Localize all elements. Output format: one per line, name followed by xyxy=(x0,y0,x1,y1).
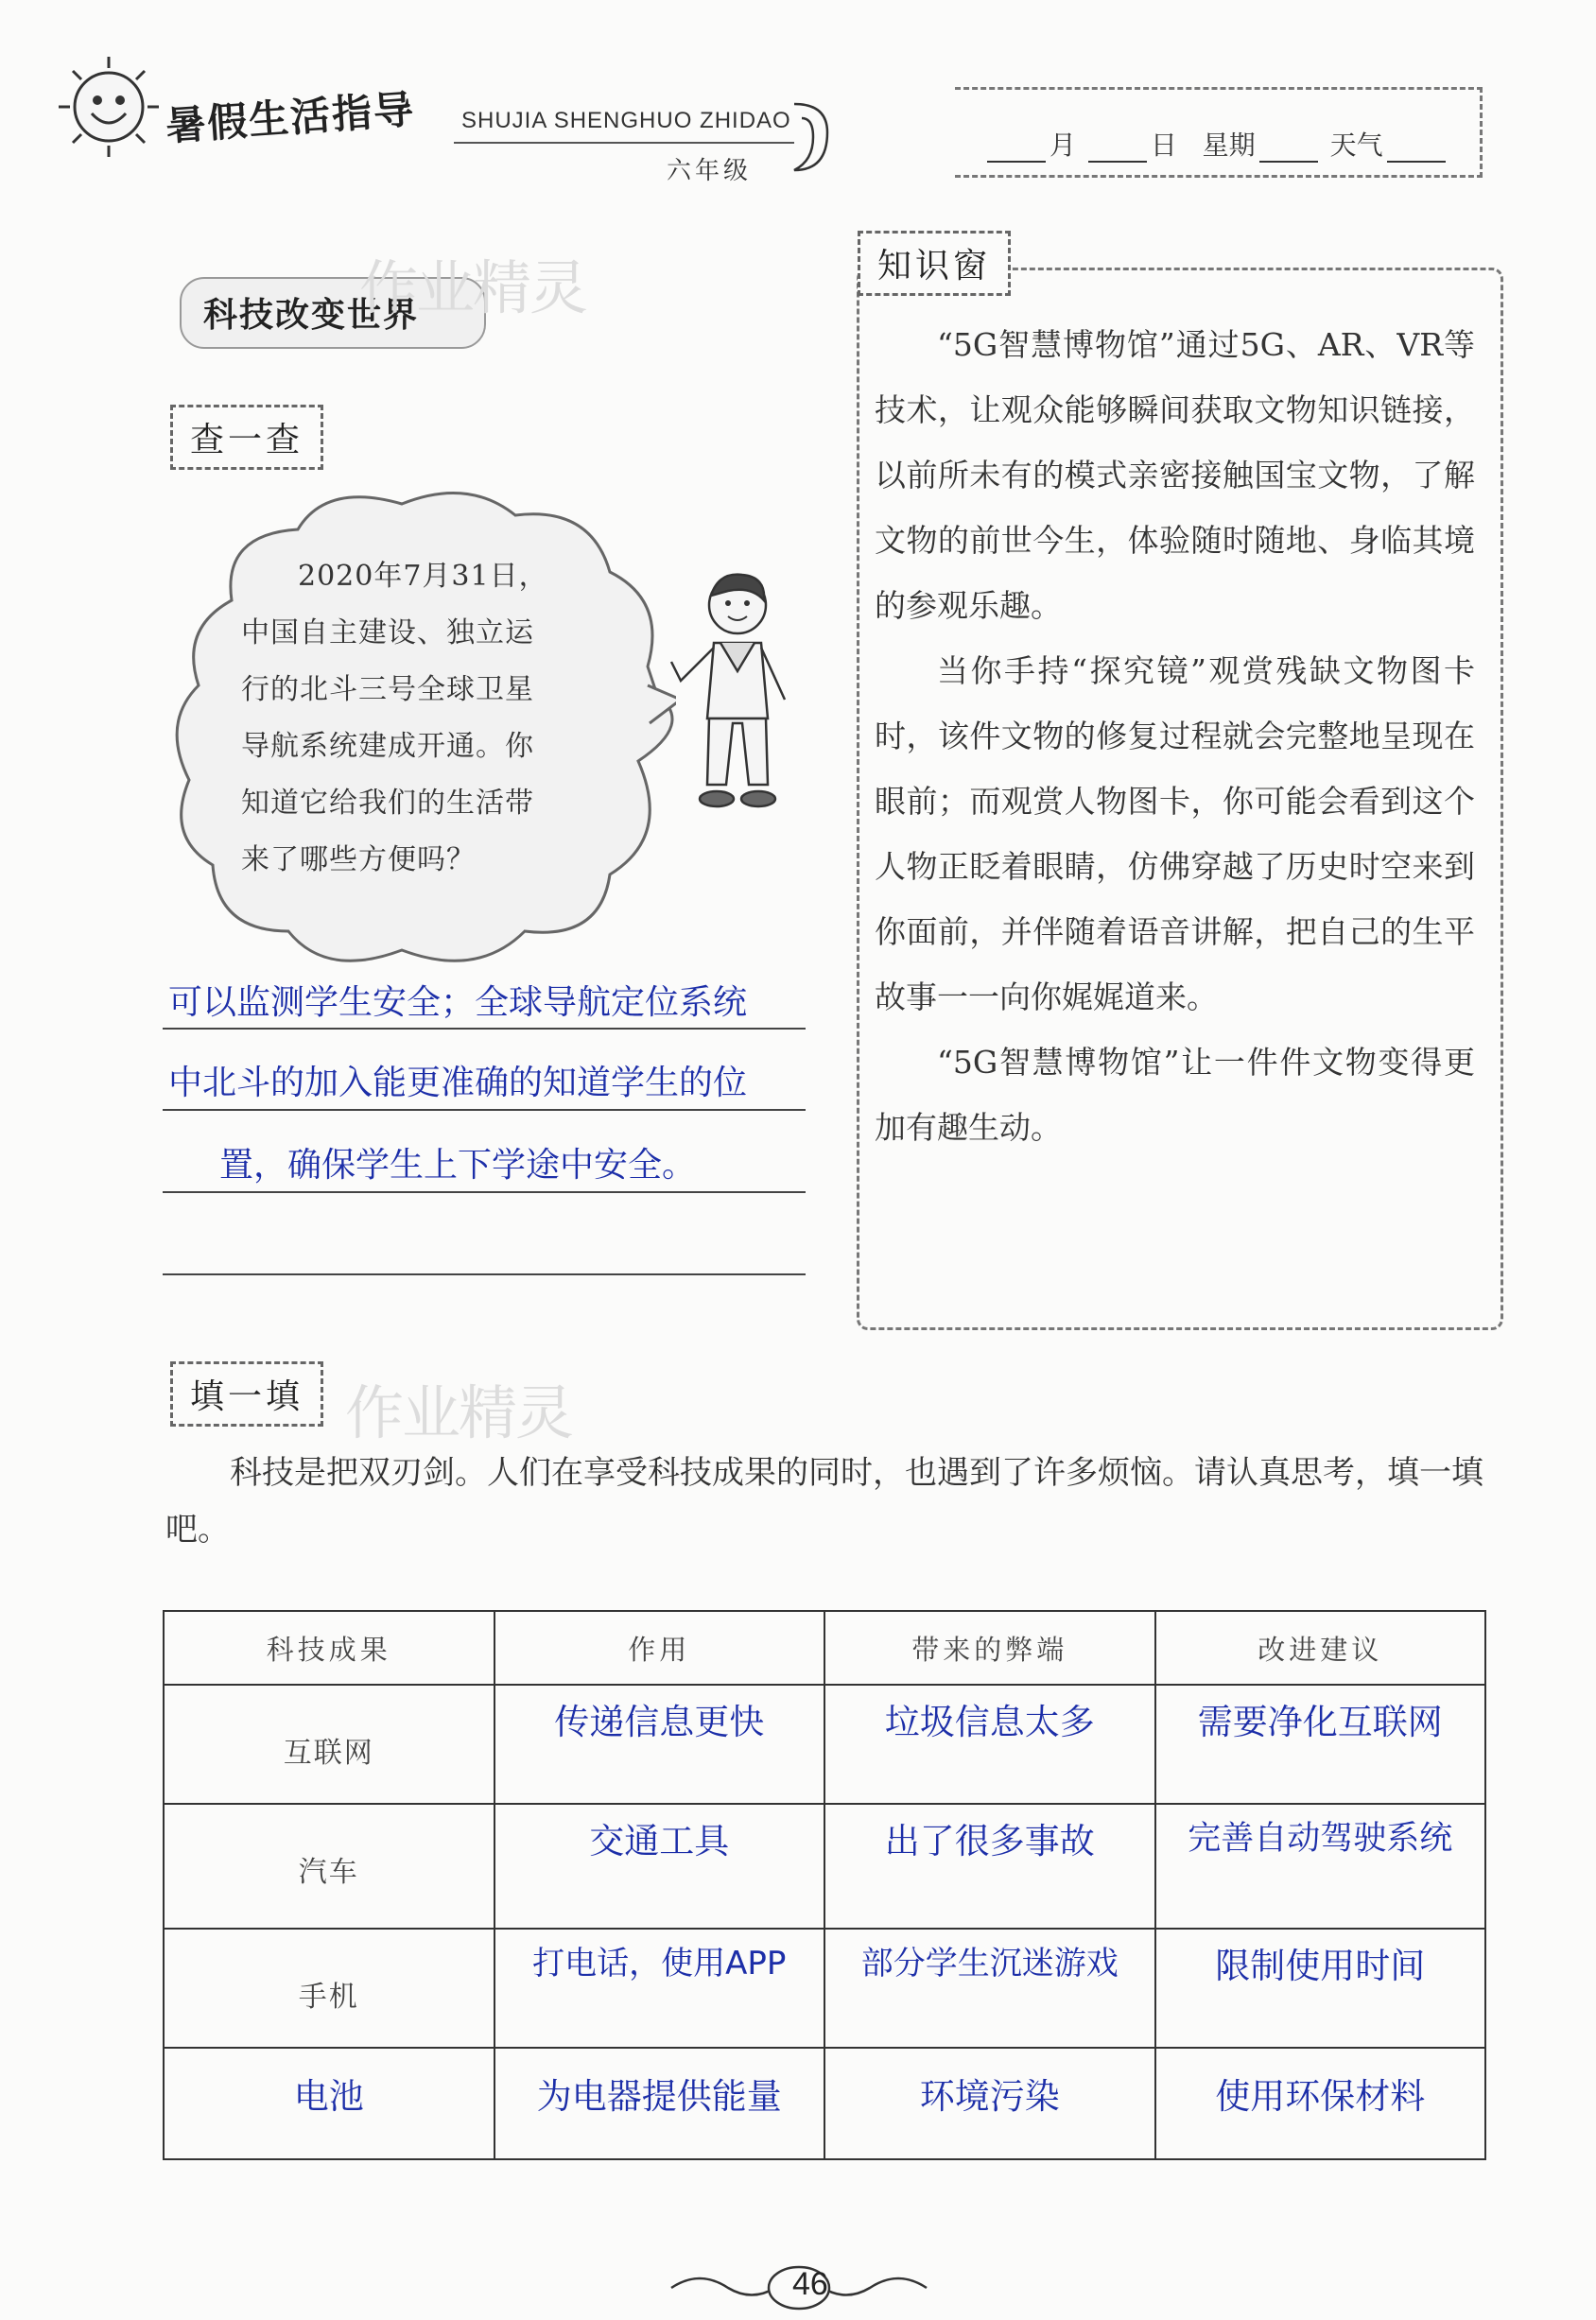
answer-cell[interactable] xyxy=(494,1685,825,1804)
tech-item: 互联网 xyxy=(283,1737,374,1770)
day-label: 日 xyxy=(1150,130,1177,161)
table-header: 科技成果 xyxy=(164,1611,494,1685)
answer-text: 电池 xyxy=(293,2076,364,2117)
tech-item: 手机 xyxy=(298,1981,359,2014)
answer-text: 环境污染 xyxy=(919,2076,1060,2117)
table-row xyxy=(164,1685,1485,1804)
answer-rule xyxy=(163,1028,806,1030)
question-line: 行的北斗三号全球卫星 xyxy=(241,673,534,706)
answer-rule xyxy=(163,1273,806,1275)
answer-cell[interactable] xyxy=(824,1929,1155,2048)
answer-cell[interactable] xyxy=(494,1804,825,1929)
answer-cell[interactable] xyxy=(824,1685,1155,1804)
answer-text: 完善自动驾驶系统 xyxy=(1188,1820,1453,1858)
check-label: 查一查 xyxy=(170,405,323,470)
answer-line-1: 可以监测学生安全；全球导航定位系统 xyxy=(168,983,748,1022)
table-header: 作用 xyxy=(494,1611,825,1685)
knowledge-paragraph: 当你手持“探究镜”观赏残缺文物图卡时，该件文物的修复过程就会完整地呈现在眼前；而观赏人物图卡，你可能会看到这个人物正眨着眼睛，仿佛穿越了历史时空来到你面前，并伴随着语音讲解，把自己的生平故事一一向你娓娓道来。 xyxy=(875,652,1475,1015)
weather-blank[interactable] xyxy=(1387,134,1446,163)
answer-text: 垃圾信息太多 xyxy=(884,1702,1095,1742)
fill-intro: 科技是把双刃剑。人们在享受科技成果的同时，也遇到了许多烦恼。请认真思考，填一填吧。 xyxy=(165,1454,1483,1549)
answer-cell[interactable] xyxy=(824,2048,1155,2159)
date-line xyxy=(983,125,1449,163)
knowledge-paragraph: “5G智慧博物馆”通过5G、AR、VR等技术，让观众能够瞬间获取文物知识链接，以前所未有的模式亲密接触国宝文物，了解文物的前世今生，体验随时随地、身临其境的参观乐趣。 xyxy=(875,326,1475,624)
answer-line-2: 中北斗的加入能更准确的知道学生的位 xyxy=(168,1064,748,1102)
answer-text: 传递信息更快 xyxy=(554,1702,765,1742)
answer-text: 打电话，使用APP xyxy=(532,1945,787,1982)
question-line: 来了哪些方便吗？ xyxy=(241,843,476,876)
answer-text: 限制使用时间 xyxy=(1215,1946,1426,1986)
question-line: 知道它给我们的生活带 xyxy=(241,787,534,820)
answer-cell[interactable] xyxy=(1155,2048,1486,2159)
answer-line-3: 置，确保学生上下学途中安全。 xyxy=(219,1146,697,1185)
watermark-top: 作业精灵 xyxy=(359,253,587,322)
knowledge-text xyxy=(875,312,1475,1160)
question-line: 2020年7月31日， xyxy=(298,560,548,593)
answer-rule xyxy=(163,1109,806,1111)
answer-cell[interactable] xyxy=(164,2048,494,2159)
answer-text: 为电器提供能量 xyxy=(536,2076,782,2117)
fill-label: 填一填 xyxy=(170,1361,323,1427)
answer-cell[interactable] xyxy=(494,1929,825,2048)
weekday-label: 星期 xyxy=(1202,130,1256,161)
grade-label: 六年级 xyxy=(667,157,753,185)
answer-cell[interactable] xyxy=(494,2048,825,2159)
answer-cell[interactable] xyxy=(1155,1685,1486,1804)
header-rule xyxy=(454,142,794,144)
answer-text: 出了很多事故 xyxy=(884,1821,1095,1861)
weekday-blank[interactable] xyxy=(1259,134,1318,163)
smiley-sun-logo xyxy=(57,55,161,159)
weather-label: 天气 xyxy=(1329,130,1383,161)
table-row xyxy=(164,1804,1485,1929)
fill-table xyxy=(163,1610,1486,2160)
answer-text: 交通工具 xyxy=(589,1821,730,1861)
month-label: 月 xyxy=(1050,130,1077,161)
answer-cell[interactable] xyxy=(1155,1929,1486,2048)
tech-item: 汽车 xyxy=(298,1856,359,1889)
table-header: 改进建议 xyxy=(1155,1611,1486,1685)
question-line: 导航系统建成开通。你 xyxy=(241,730,534,763)
answer-cell[interactable] xyxy=(1155,1804,1486,1929)
watermark-bottom: 作业精灵 xyxy=(345,1378,573,1447)
question-line: 中国自主建设、独立运 xyxy=(241,616,534,649)
table-row xyxy=(164,2048,1485,2159)
swirl-ornament xyxy=(785,95,837,180)
answer-text: 使用环保材料 xyxy=(1215,2076,1426,2117)
day-blank[interactable] xyxy=(1088,134,1147,163)
brand-title: 暑假生活指导 xyxy=(164,85,417,150)
brand-pinyin: SHUJIA SHENGHUO ZHIDAO xyxy=(461,108,791,133)
answer-text: 部分学生沉迷游戏 xyxy=(860,1945,1119,1982)
month-blank[interactable] xyxy=(987,134,1046,163)
table-header: 带来的弊端 xyxy=(824,1611,1155,1685)
check-question xyxy=(241,548,593,889)
table-row xyxy=(164,1929,1485,2048)
answer-cell[interactable] xyxy=(824,1804,1155,1929)
answer-text: 需要净化互联网 xyxy=(1197,1702,1443,1742)
knowledge-paragraph: “5G智慧博物馆”让一件件文物变得更加有趣生动。 xyxy=(875,1044,1475,1146)
section-title: 科技改变世界 xyxy=(203,296,420,335)
answer-rule xyxy=(163,1191,806,1193)
boy-illustration xyxy=(662,567,804,822)
knowledge-label: 知识窗 xyxy=(858,231,1011,296)
page-number: 46 xyxy=(792,2266,828,2302)
